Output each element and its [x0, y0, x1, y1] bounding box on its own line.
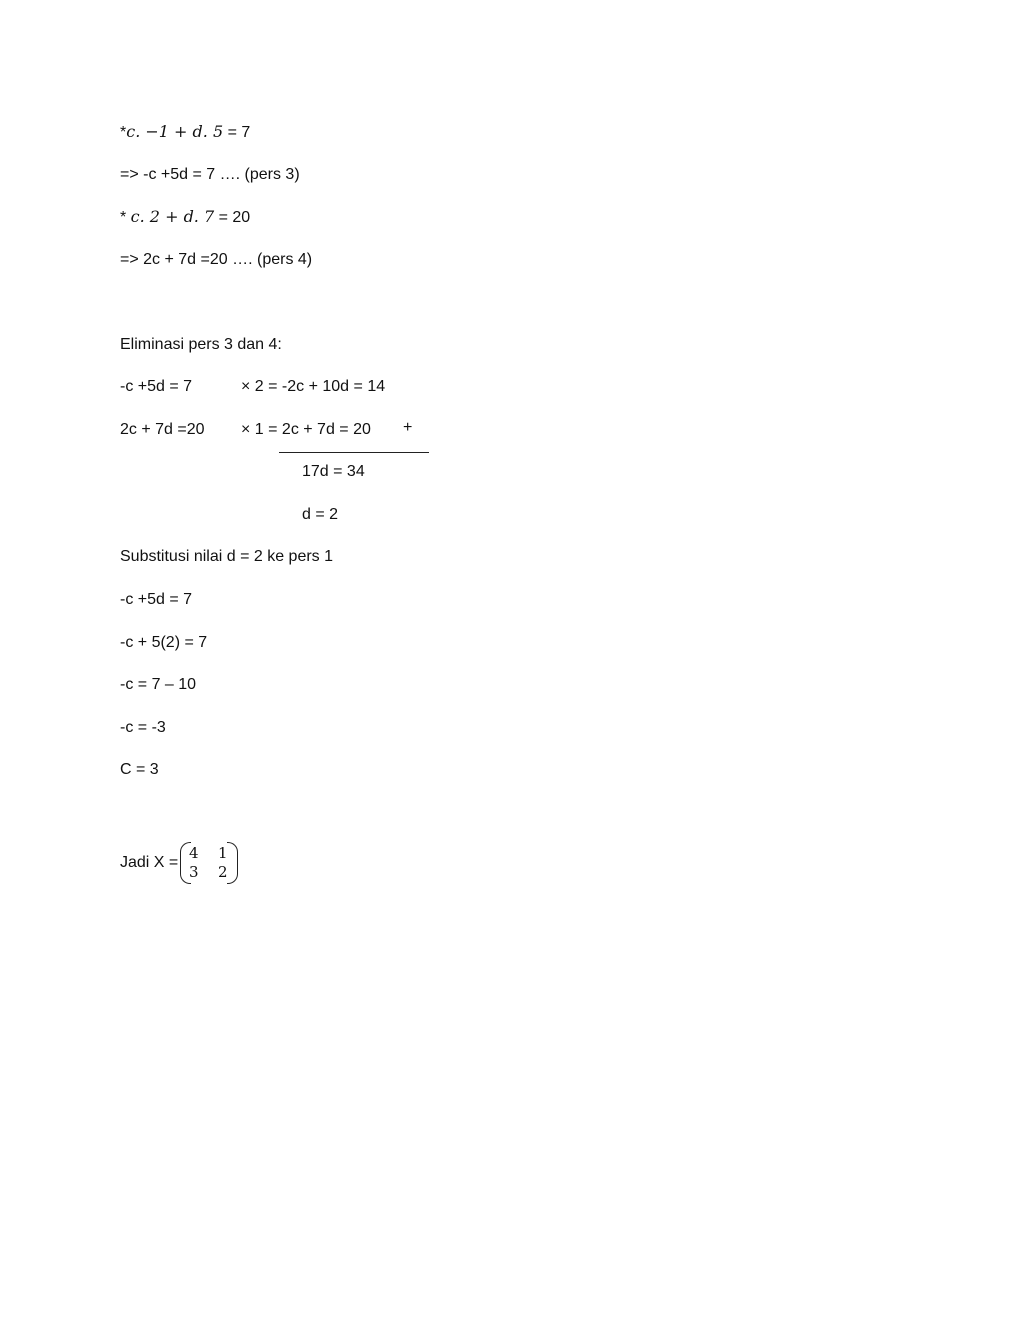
substitution-title: Substitusi nilai d = 2 ke pers 1: [120, 548, 334, 565]
matrix-cell-1-1: 4: [189, 844, 199, 862]
elimination-row-2-right: × 1 = 2c + 7d = 20: [241, 421, 371, 438]
equation-rhs: = 7: [223, 124, 251, 141]
sum-divider-line: [279, 452, 429, 453]
matrix-cell-1-2: 1: [218, 844, 228, 862]
equation-line-3: [120, 207, 250, 228]
math-expression: c. 2 + d. 7: [130, 207, 215, 226]
elimination-row-1-left: -c +5d = 7: [120, 378, 193, 395]
right-parenthesis: [227, 842, 238, 884]
plus-sign: +: [403, 419, 413, 436]
asterisk: *: [120, 209, 131, 226]
result-matrix: [180, 842, 238, 884]
step-3: -c = 7 – 10: [120, 676, 197, 693]
equation-rhs: = 20: [214, 209, 251, 226]
elimination-row-2-left: 2c + 7d =20: [120, 421, 205, 438]
elimination-title: Eliminasi pers 3 dan 4:: [120, 336, 282, 353]
step-1: -c +5d = 7: [120, 591, 193, 608]
asterisk: *: [120, 124, 127, 141]
matrix-cell-2-2: 2: [218, 863, 228, 881]
elimination-row-1-right: × 2 = -2c + 10d = 14: [241, 378, 386, 395]
step-4: -c = -3: [120, 719, 166, 736]
step-2: -c + 5(2) = 7: [120, 634, 208, 651]
sum-result: 17d = 34: [302, 463, 365, 480]
equation-line-1: [120, 122, 250, 143]
equation-line-2: => -c +5d = 7 …. (pers 3): [120, 166, 300, 183]
result-label: Jadi X =: [120, 854, 179, 871]
math-expression: c. −1 + d. 5: [126, 122, 224, 141]
matrix-cell-2-1: 3: [189, 863, 199, 881]
d-value: d = 2: [302, 506, 339, 523]
step-5: C = 3: [120, 761, 159, 778]
equation-line-4: => 2c + 7d =20 …. (pers 4): [120, 251, 313, 268]
